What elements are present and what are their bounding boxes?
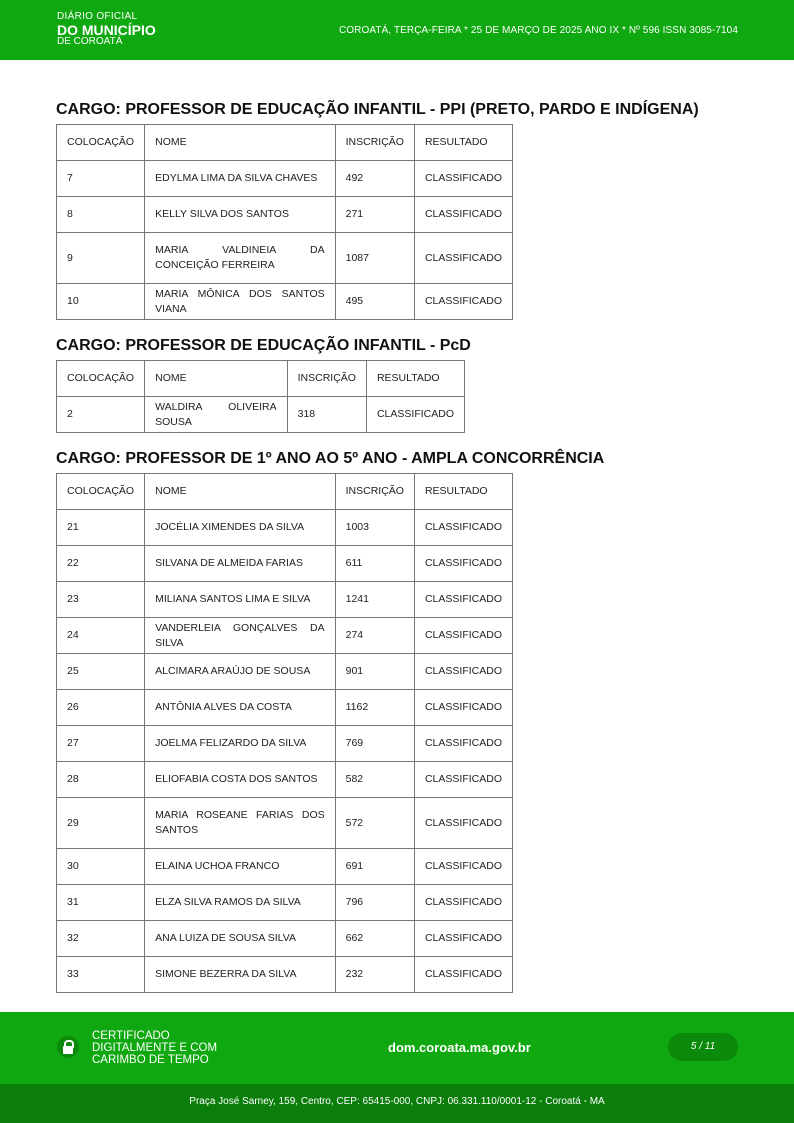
cell-resultado: CLASSIFICADO [414,284,512,320]
cell-colocacao: 24 [57,618,145,654]
cell-nome: MARIA MÔNICA DOS SANTOS VIANA [145,284,336,320]
cell-resultado: CLASSIFICADO [414,762,512,798]
header-inscricao: INSCRIÇÃO [287,361,366,397]
cell-nome: MILIANA SANTOS LIMA E SILVA [145,582,336,618]
cell-nome: ELAINA UCHOA FRANCO [145,849,336,885]
cell-inscricao: 1087 [335,233,414,284]
cell-resultado: CLASSIFICADO [414,957,512,993]
cell-nome: SIMONE BEZERRA DA SILVA [145,957,336,993]
table-row [57,618,513,654]
table-row [57,885,513,921]
page-header [0,0,794,60]
lock-icon [57,1036,79,1058]
cell-resultado: CLASSIFICADO [414,885,512,921]
cell-resultado: CLASSIFICADO [414,546,512,582]
section-title: CARGO: PROFESSOR DE EDUCAÇÃO INFANTIL - PPI (PRETO, PARDO E INDÍGENA) [56,101,699,118]
certification-note [92,1030,217,1066]
cert-line-3: CARIMBO DE TEMPO [92,1054,209,1066]
header-colocacao: COLOCAÇÃO [57,361,145,397]
cell-colocacao: 9 [57,233,145,284]
cell-nome: EDYLMA LIMA DA SILVA CHAVES [145,161,336,197]
cell-resultado: CLASSIFICADO [414,161,512,197]
cell-colocacao: 7 [57,161,145,197]
cell-inscricao: 274 [335,618,414,654]
cell-nome: MARIA VALDINEIA DA CONCEIÇÃO FERREIRA [145,233,336,284]
cell-colocacao: 29 [57,798,145,849]
website-link[interactable]: dom.coroata.ma.gov.br [388,1040,531,1055]
cell-nome: WALDIRA OLIVEIRA SOUSA [145,397,288,433]
cell-inscricao: 1003 [335,510,414,546]
cell-resultado: CLASSIFICADO [414,798,512,849]
cell-colocacao: 26 [57,690,145,726]
cell-nome: VANDERLEIA GONÇALVES DA SILVA [145,618,336,654]
cell-inscricao: 271 [335,197,414,233]
cell-inscricao: 691 [335,849,414,885]
cell-resultado: CLASSIFICADO [414,849,512,885]
cell-inscricao: 769 [335,726,414,762]
page-number-badge: 5 / 11 [668,1033,738,1061]
header-inscricao: INSCRIÇÃO [335,474,414,510]
header-colocacao: COLOCAÇÃO [57,474,145,510]
table-row [57,582,513,618]
cell-colocacao: 23 [57,582,145,618]
cell-resultado: CLASSIFICADO [414,582,512,618]
cell-colocacao: 28 [57,762,145,798]
cert-line-1: CERTIFICADO [92,1030,170,1042]
cell-nome: MARIA ROSEANE FARIAS DOS SANTOS [145,798,336,849]
results-table [56,124,513,320]
logo [57,12,156,47]
cell-inscricao: 662 [335,921,414,957]
table-row [57,197,513,233]
cell-resultado: CLASSIFICADO [414,618,512,654]
table-row [57,284,513,320]
cell-resultado: CLASSIFICADO [414,921,512,957]
cell-resultado: CLASSIFICADO [414,197,512,233]
cell-nome: ELIOFABIA COSTA DOS SANTOS [145,762,336,798]
cell-inscricao: 796 [335,885,414,921]
table-row [57,510,513,546]
cell-colocacao: 22 [57,546,145,582]
cell-nome: JOELMA FELIZARDO DA SILVA [145,726,336,762]
cell-resultado: CLASSIFICADO [366,397,464,433]
results-table [56,473,513,993]
cell-resultado: CLASSIFICADO [414,510,512,546]
cell-colocacao: 31 [57,885,145,921]
cell-nome: ANTÔNIA ALVES DA COSTA [145,690,336,726]
cell-inscricao: 232 [335,957,414,993]
logo-line-3: DE COROATÁ [57,36,123,47]
table-row [57,921,513,957]
section-title: CARGO: PROFESSOR DE EDUCAÇÃO INFANTIL - PcD [56,337,471,354]
table-row [57,546,513,582]
table-header-row [57,125,513,161]
cell-inscricao: 582 [335,762,414,798]
cert-line-2: DIGITALMENTE E COM [92,1042,218,1054]
cell-nome: JOCÉLIA XIMENDES DA SILVA [145,510,336,546]
cell-nome: KELLY SILVA DOS SANTOS [145,197,336,233]
table-row [57,690,513,726]
cell-inscricao: 495 [335,284,414,320]
cell-colocacao: 33 [57,957,145,993]
cell-inscricao: 1241 [335,582,414,618]
header-nome: NOME [145,361,288,397]
table-row [57,654,513,690]
logo-line-1: DIÁRIO OFICIAL [57,11,138,22]
address-text: Praça José Sarney, 159, Centro, CEP: 65415-000, CNPJ: 06.331.110/0001-12 - Coroatá - MA [189,1096,605,1107]
edition-info: COROATÁ, TERÇA-FEIRA * 25 DE MARÇO DE 2025 ANO IX * Nº 596 ISSN 3085-7104 [338,25,738,36]
header-resultado: RESULTADO [366,361,464,397]
header-inscricao: INSCRIÇÃO [335,125,414,161]
cell-resultado: CLASSIFICADO [414,233,512,284]
cell-resultado: CLASSIFICADO [414,726,512,762]
cell-nome: ANA LUIZA DE SOUSA SILVA [145,921,336,957]
cell-colocacao: 27 [57,726,145,762]
cell-colocacao: 30 [57,849,145,885]
table-row [57,397,465,433]
cell-colocacao: 10 [57,284,145,320]
cell-nome: ALCIMARA ARAÚJO DE SOUSA [145,654,336,690]
table-row [57,762,513,798]
document-body [56,100,738,1009]
table-row [57,798,513,849]
cell-colocacao: 8 [57,197,145,233]
cell-inscricao: 901 [335,654,414,690]
cell-colocacao: 2 [57,397,145,433]
header-nome: NOME [145,474,336,510]
table-row [57,233,513,284]
cell-colocacao: 32 [57,921,145,957]
header-resultado: RESULTADO [414,125,512,161]
header-nome: NOME [145,125,336,161]
cell-nome: ELZA SILVA RAMOS DA SILVA [145,885,336,921]
logo-line-2: DO MUNICÍPIO [57,22,156,38]
section-title: CARGO: PROFESSOR DE 1º ANO AO 5º ANO - AMPLA CONCORRÊNCIA [56,450,605,467]
cell-colocacao: 21 [57,510,145,546]
cell-inscricao: 572 [335,798,414,849]
cell-inscricao: 318 [287,397,366,433]
header-resultado: RESULTADO [414,474,512,510]
table-header-row [57,361,465,397]
cell-nome: SILVANA DE ALMEIDA FARIAS [145,546,336,582]
cell-resultado: CLASSIFICADO [414,690,512,726]
cell-resultado: CLASSIFICADO [414,654,512,690]
table-header-row [57,474,513,510]
cell-inscricao: 1162 [335,690,414,726]
cell-inscricao: 492 [335,161,414,197]
cell-inscricao: 611 [335,546,414,582]
table-row [57,726,513,762]
table-row [57,161,513,197]
table-row [57,849,513,885]
cell-colocacao: 25 [57,654,145,690]
table-row [57,957,513,993]
header-colocacao: COLOCAÇÃO [57,125,145,161]
results-table [56,360,465,433]
